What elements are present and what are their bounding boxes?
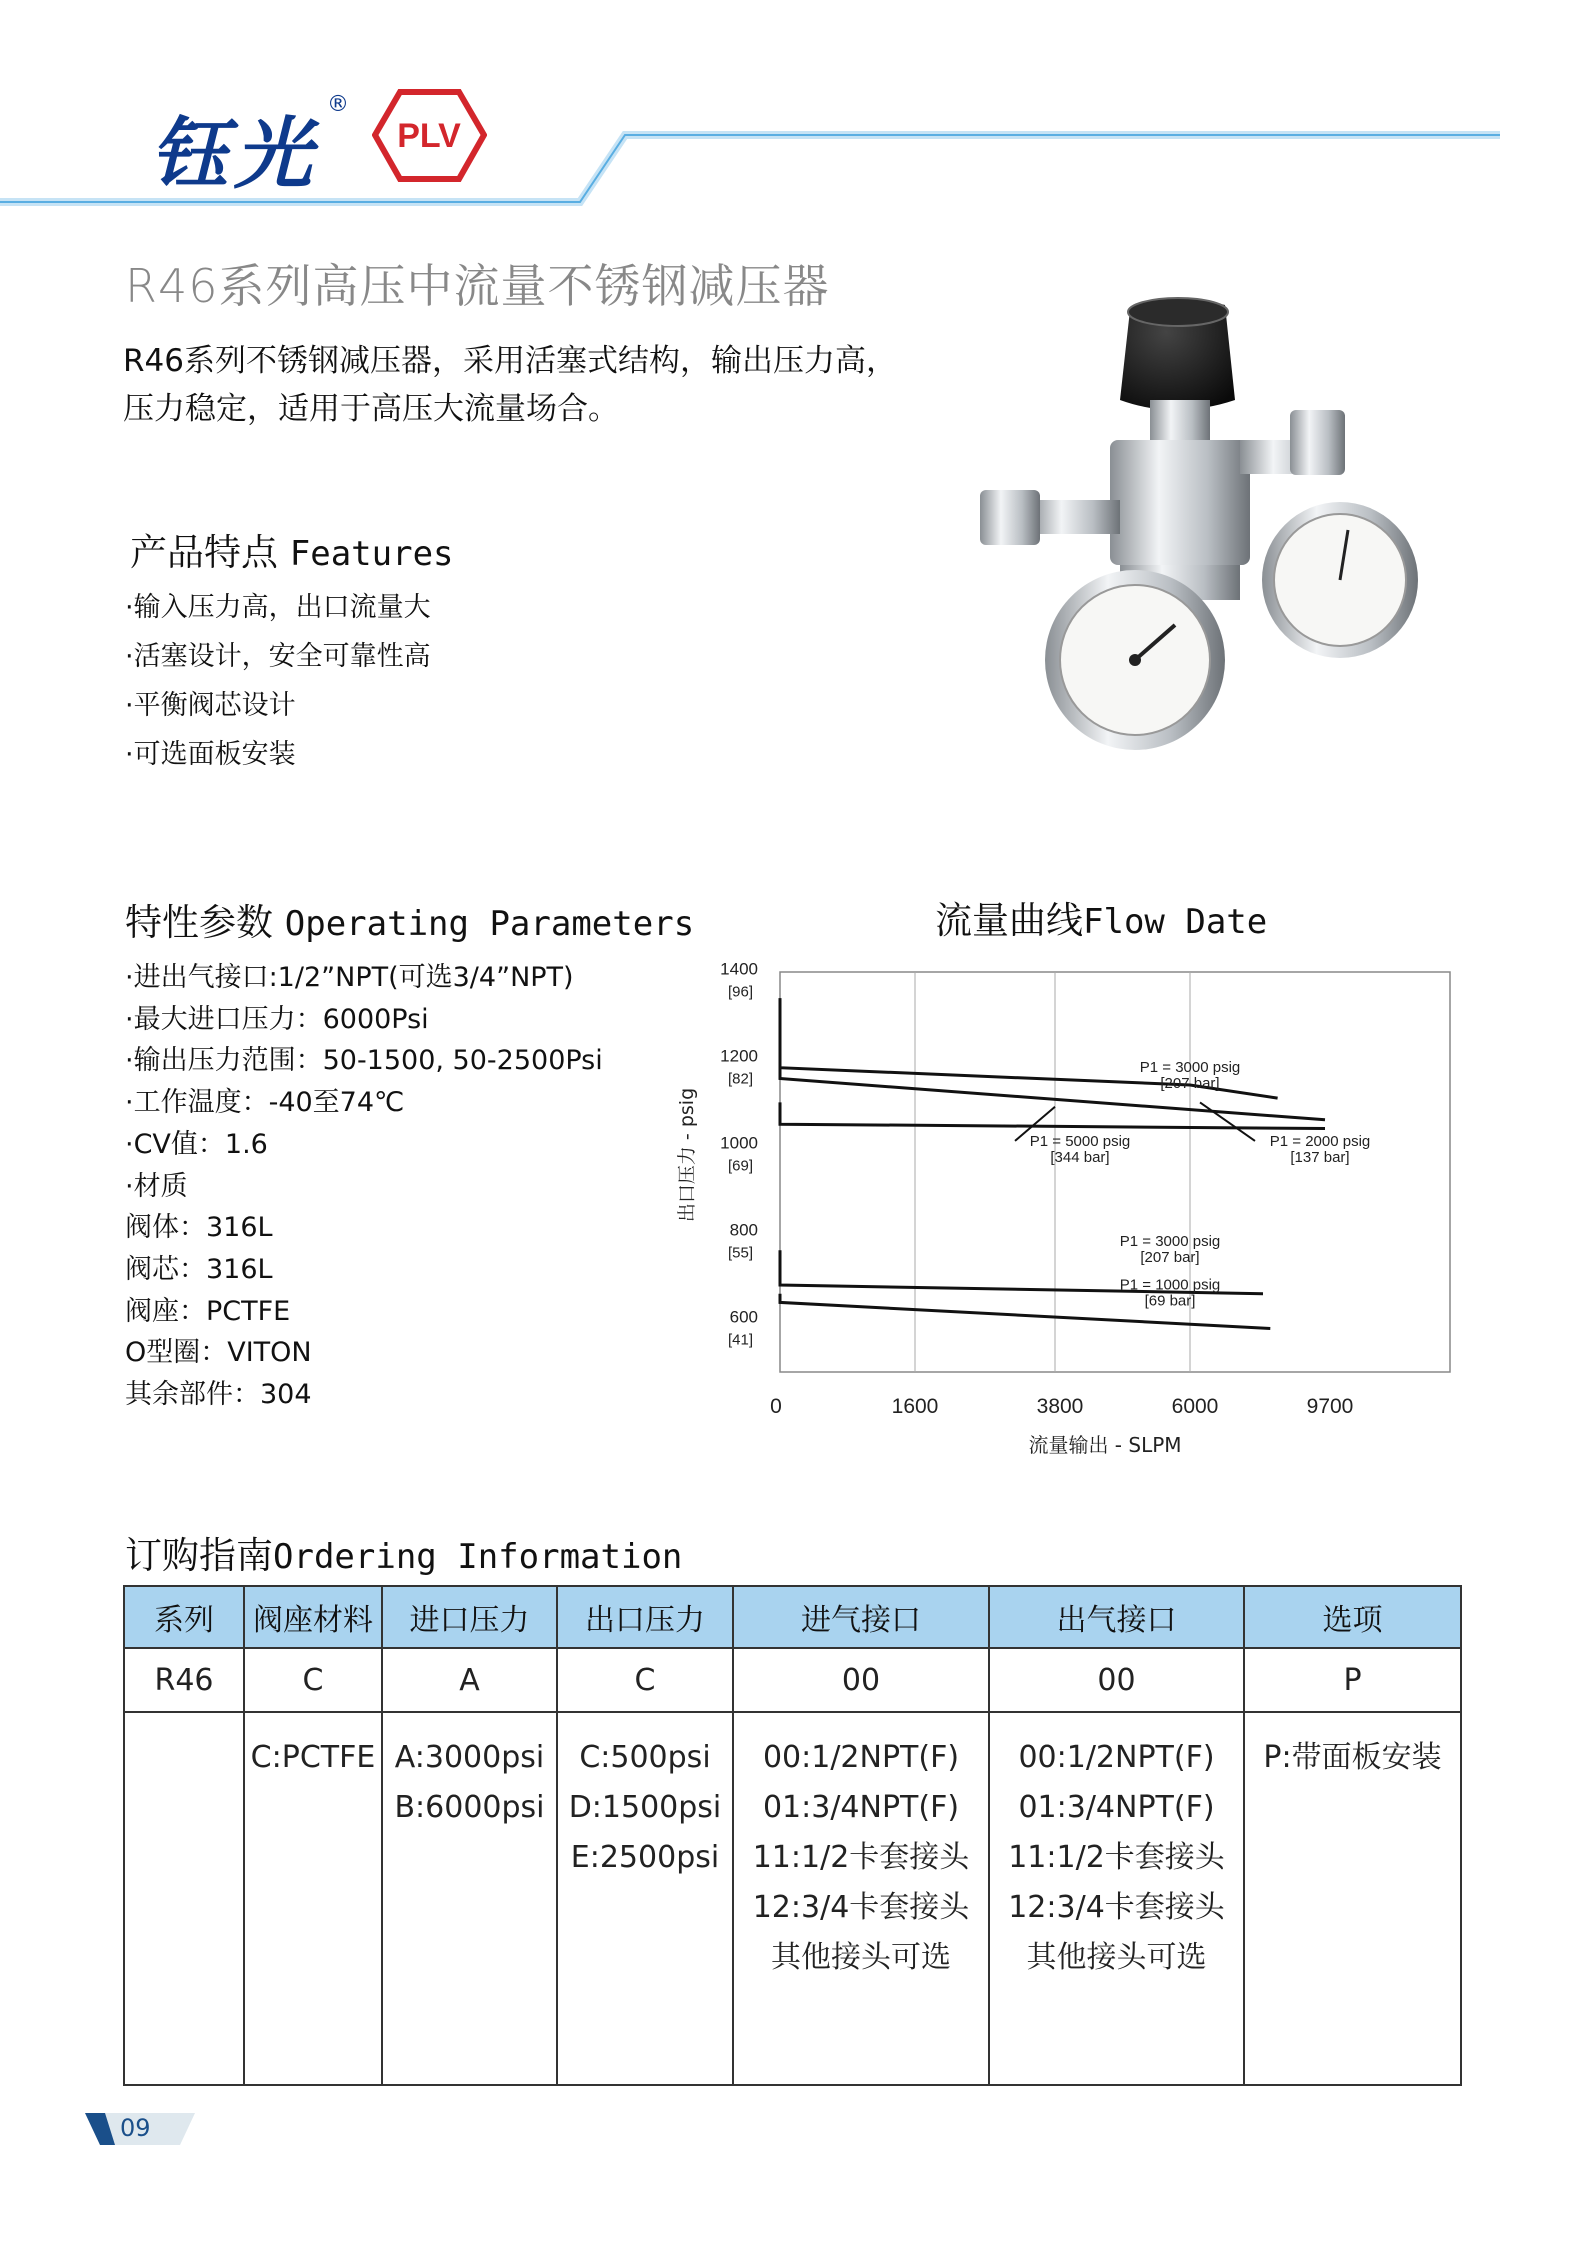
page-title: R46系列高压中流量不锈钢减压器 bbox=[125, 259, 830, 313]
x-axis-label: 流量输出 - SLPM bbox=[1028, 1433, 1182, 1457]
option-item: 11:1/2卡套接头 bbox=[752, 1840, 970, 1875]
parameter-item: ·进出气接口:1/2”NPT(可选3/4”NPT) bbox=[125, 962, 574, 993]
intro-line-2: 压力稳定，适用于高压大流量场合。 bbox=[123, 391, 619, 427]
ordering-heading-en: Ordering Information bbox=[273, 1537, 683, 1577]
y-tick-label: 800 bbox=[729, 1220, 758, 1240]
logo-text: PLV bbox=[397, 117, 461, 155]
y-tick-sublabel: [96] bbox=[727, 983, 753, 1001]
x-tick-label: 6000 bbox=[1171, 1395, 1219, 1418]
option-item: 00:1/2NPT(F) bbox=[1018, 1740, 1215, 1775]
parameter-item: ·CV值：1.6 bbox=[125, 1128, 268, 1160]
table-header-cell: 出气接口 bbox=[989, 1586, 1244, 1648]
option-item: 11:1/2卡套接头 bbox=[1008, 1840, 1225, 1875]
features-heading bbox=[130, 522, 454, 576]
y-tick-label: 1200 bbox=[720, 1046, 758, 1066]
brand-name: 钰光 bbox=[150, 109, 319, 200]
table-cell bbox=[244, 1712, 382, 2085]
table-cell bbox=[382, 1712, 557, 2085]
table-row bbox=[124, 1648, 1461, 1712]
table-header-cell: 出口压力 bbox=[557, 1586, 733, 1648]
series-label: P1 = 3000 psig bbox=[1119, 1232, 1221, 1250]
option-item: D:1500psi bbox=[568, 1790, 722, 1825]
feature-item: ·可选面板安装 bbox=[125, 739, 296, 770]
x-tick-label: 0 bbox=[770, 1395, 782, 1418]
parameter-item: ·输出压力范围：50-1500, 50-2500Psi bbox=[125, 1045, 603, 1077]
y-axis-label: 出口压力 - psig bbox=[676, 1087, 698, 1223]
parameter-item: O型圈：VITON bbox=[125, 1337, 312, 1369]
y-tick-sublabel: [55] bbox=[727, 1244, 753, 1262]
option-item: A:3000psi bbox=[394, 1740, 545, 1775]
table-cell: R46 bbox=[124, 1648, 244, 1712]
table-cell bbox=[124, 1712, 244, 2085]
series-sublabel: [207 bar] bbox=[1160, 1075, 1220, 1092]
feature-item: ·平衡阀芯设计 bbox=[125, 690, 296, 721]
table-header-cell: 系列 bbox=[124, 1586, 244, 1648]
series-label: P1 = 5000 psig bbox=[1029, 1132, 1131, 1150]
series-label: P1 = 2000 psig bbox=[1269, 1132, 1371, 1150]
table-cell: 00 bbox=[989, 1648, 1244, 1712]
series-line bbox=[780, 1294, 1270, 1329]
feature-item: ·活塞设计，安全可靠性高 bbox=[125, 641, 431, 672]
table-cell bbox=[557, 1712, 733, 2085]
parameters-heading-zh: 特性参数 bbox=[125, 901, 273, 944]
feature-item: ·输入压力高，出口流量大 bbox=[125, 592, 431, 623]
series-sublabel: [344 bar] bbox=[1050, 1148, 1110, 1166]
chart-heading bbox=[935, 890, 1267, 944]
parameter-item: ·工作温度：-40至74℃ bbox=[125, 1087, 405, 1119]
option-item: 其他接头可选 bbox=[1026, 1940, 1207, 1975]
option-item: 00:1/2NPT(F) bbox=[762, 1740, 960, 1775]
option-item: P:带面板安装 bbox=[1263, 1740, 1442, 1775]
series-leader bbox=[1200, 1102, 1255, 1140]
parameters-heading bbox=[125, 892, 694, 946]
table-cell bbox=[1244, 1712, 1461, 2085]
option-item: 12:3/4卡套接头 bbox=[752, 1890, 970, 1925]
table-cell: C bbox=[244, 1648, 382, 1712]
parameter-item: 阀座：PCTFE bbox=[125, 1295, 291, 1327]
x-tick-label: 9700 bbox=[1306, 1395, 1354, 1418]
page-number: 09 bbox=[120, 2114, 151, 2142]
table-cell: C bbox=[557, 1648, 733, 1712]
table-row bbox=[124, 1712, 1461, 2085]
option-item: 01:3/4NPT(F) bbox=[762, 1790, 960, 1825]
parameter-item: ·材质 bbox=[125, 1170, 188, 1202]
product-image bbox=[960, 290, 1420, 770]
parameter-item: 其余部件：304 bbox=[125, 1379, 312, 1410]
series-line bbox=[780, 1102, 1325, 1128]
y-tick-sublabel: [41] bbox=[727, 1331, 753, 1349]
y-tick-sublabel: [82] bbox=[727, 1070, 753, 1088]
table-header-cell: 阀座材料 bbox=[244, 1586, 382, 1648]
x-tick-label: 3800 bbox=[1036, 1395, 1084, 1418]
y-tick-label: 1400 bbox=[720, 959, 758, 979]
table-cell bbox=[733, 1712, 989, 2085]
x-tick-label: 1600 bbox=[891, 1395, 939, 1418]
option-item: 12:3/4卡套接头 bbox=[1008, 1890, 1225, 1925]
chart-heading-en: Flow Date bbox=[1083, 902, 1268, 942]
ordering-table bbox=[123, 1585, 1462, 2086]
features-heading-en: Features bbox=[289, 534, 454, 574]
series-sublabel: [69 bar] bbox=[1144, 1292, 1196, 1310]
registered-mark: ® bbox=[327, 92, 349, 117]
table-header-cell: 进气接口 bbox=[733, 1586, 989, 1648]
series-sublabel: [137 bar] bbox=[1290, 1148, 1350, 1166]
table-header-cell: 选项 bbox=[1244, 1586, 1461, 1648]
ordering-heading-zh: 订购指南 bbox=[125, 1534, 273, 1577]
plv-logo bbox=[372, 88, 487, 183]
parameter-item: 阀体：316L bbox=[125, 1212, 273, 1244]
intro-line-1: R46系列不锈钢减压器，采用活塞式结构，输出压力高， bbox=[123, 343, 897, 379]
option-item: 其他接头可选 bbox=[771, 1940, 951, 1975]
table-cell bbox=[989, 1712, 1244, 2085]
series-label: P1 = 1000 psig bbox=[1119, 1276, 1221, 1294]
series-label: P1 = 3000 psig bbox=[1139, 1059, 1241, 1076]
y-tick-label: 1000 bbox=[720, 1133, 758, 1153]
chart-heading-zh: 流量曲线 bbox=[935, 899, 1083, 942]
plot-frame bbox=[780, 972, 1450, 1372]
option-item: 01:3/4NPT(F) bbox=[1018, 1790, 1215, 1825]
features-heading-zh: 产品特点 bbox=[130, 531, 278, 574]
option-item: C:500psi bbox=[579, 1740, 711, 1775]
parameters-heading-en: Operating Parameters bbox=[284, 904, 695, 944]
table-cell: 00 bbox=[733, 1648, 989, 1712]
option-item: E:2500psi bbox=[570, 1840, 720, 1875]
table-cell: A bbox=[382, 1648, 557, 1712]
series-sublabel: [207 bar] bbox=[1140, 1248, 1200, 1266]
parameter-item: 阀芯：316L bbox=[125, 1253, 273, 1285]
table-cell: P bbox=[1244, 1648, 1461, 1712]
ordering-heading bbox=[125, 1525, 682, 1579]
y-tick-sublabel: [69] bbox=[727, 1157, 753, 1175]
table-header-cell: 进口压力 bbox=[382, 1586, 557, 1648]
option-item: B:6000psi bbox=[394, 1790, 545, 1825]
y-tick-label: 600 bbox=[729, 1307, 758, 1327]
parameter-item: ·最大进口压力：6000Psi bbox=[125, 1003, 429, 1035]
option-item: C:PCTFE bbox=[250, 1740, 376, 1775]
flow-chart bbox=[660, 955, 1460, 1475]
table-header-row bbox=[124, 1586, 1461, 1648]
